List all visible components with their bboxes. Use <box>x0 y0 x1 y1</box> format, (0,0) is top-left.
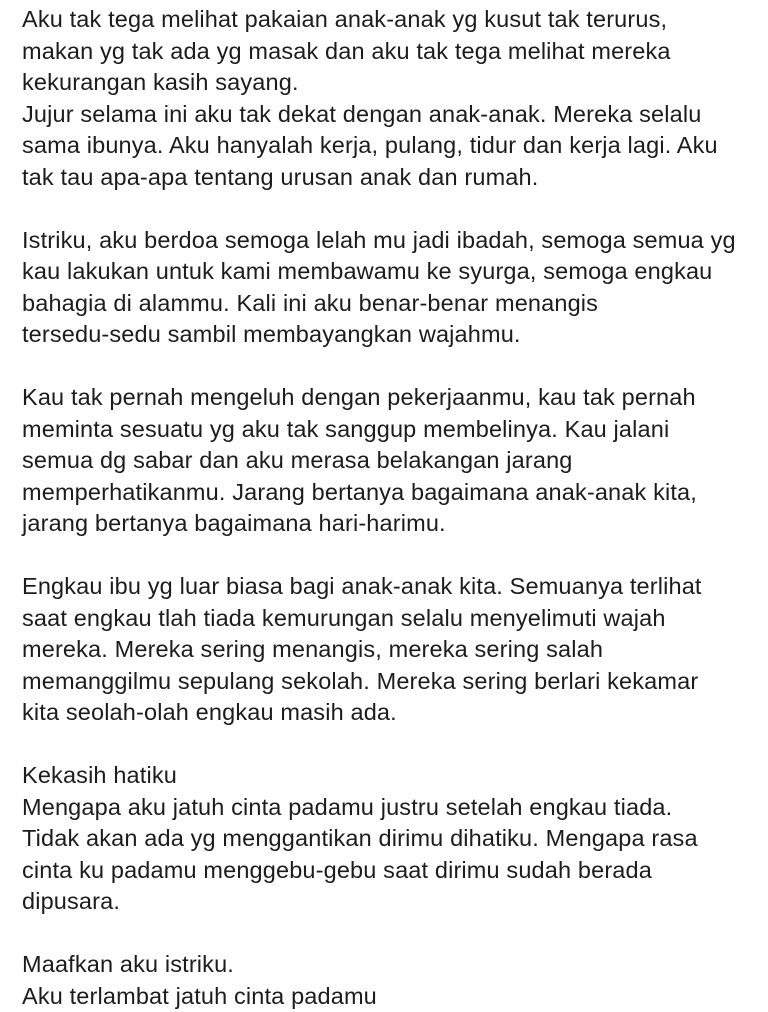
post-body <box>22 4 762 1012</box>
text-line: kita seolah-olah engkau masih ada. <box>22 697 762 729</box>
text-line: dipusara. <box>22 886 762 918</box>
text-line: saat engkau tlah tiada kemurungan selalu menyelimuti wajah <box>22 603 762 635</box>
text-line: Istriku, aku berdoa semoga lelah mu jadi ibadah, semoga semua yg <box>22 225 762 257</box>
text-line: bahagia di alammu. Kali ini aku benar-benar menangis <box>22 288 762 320</box>
text-line: kau lakukan untuk kami membawamu ke syurga, semoga engkau <box>22 256 762 288</box>
text-line: sama ibunya. Aku hanyalah kerja, pulang, tidur dan kerja lagi. Aku <box>22 130 762 162</box>
text-line: Tidak akan ada yg menggantikan dirimu dihatiku. Mengapa rasa <box>22 823 762 855</box>
text-line: Aku tak tega melihat pakaian anak-anak yg kusut tak terurus, <box>22 4 762 36</box>
text-line: cinta ku padamu menggebu-gebu saat dirimu sudah berada <box>22 855 762 887</box>
text-line: memperhatikanmu. Jarang bertanya bagaimana anak-anak kita, <box>22 477 762 509</box>
paragraph-2 <box>22 225 762 351</box>
paragraph-6 <box>22 949 762 1012</box>
text-line: Jujur selama ini aku tak dekat dengan anak-anak. Mereka selalu <box>22 99 762 131</box>
paragraph-1 <box>22 4 762 193</box>
text-line: Aku terlambat jatuh cinta padamu <box>22 981 762 1012</box>
text-line: mereka. Mereka sering menangis, mereka sering salah <box>22 634 762 666</box>
text-line: Engkau ibu yg luar biasa bagi anak-anak kita. Semuanya terlihat <box>22 571 762 603</box>
text-line: kekurangan kasih sayang. <box>22 67 762 99</box>
text-line: Mengapa aku jatuh cinta padamu justru setelah engkau tiada. <box>22 792 762 824</box>
text-line: meminta sesuatu yg aku tak sanggup membelinya. Kau jalani <box>22 414 762 446</box>
paragraph-5 <box>22 760 762 918</box>
paragraph-3 <box>22 382 762 540</box>
text-line: Maafkan aku istriku. <box>22 949 762 981</box>
text-line: Kekasih hatiku <box>22 760 762 792</box>
text-line: memanggilmu sepulang sekolah. Mereka sering berlari kekamar <box>22 666 762 698</box>
paragraph-4 <box>22 571 762 729</box>
text-line: tak tau apa-apa tentang urusan anak dan rumah. <box>22 162 762 194</box>
text-line: Kau tak pernah mengeluh dengan pekerjaanmu, kau tak pernah <box>22 382 762 414</box>
text-line: semua dg sabar dan aku merasa belakangan jarang <box>22 445 762 477</box>
text-line: makan yg tak ada yg masak dan aku tak tega melihat mereka <box>22 36 762 68</box>
text-line: tersedu-sedu sambil membayangkan wajahmu. <box>22 319 762 351</box>
text-line: jarang bertanya bagaimana hari-harimu. <box>22 508 762 540</box>
